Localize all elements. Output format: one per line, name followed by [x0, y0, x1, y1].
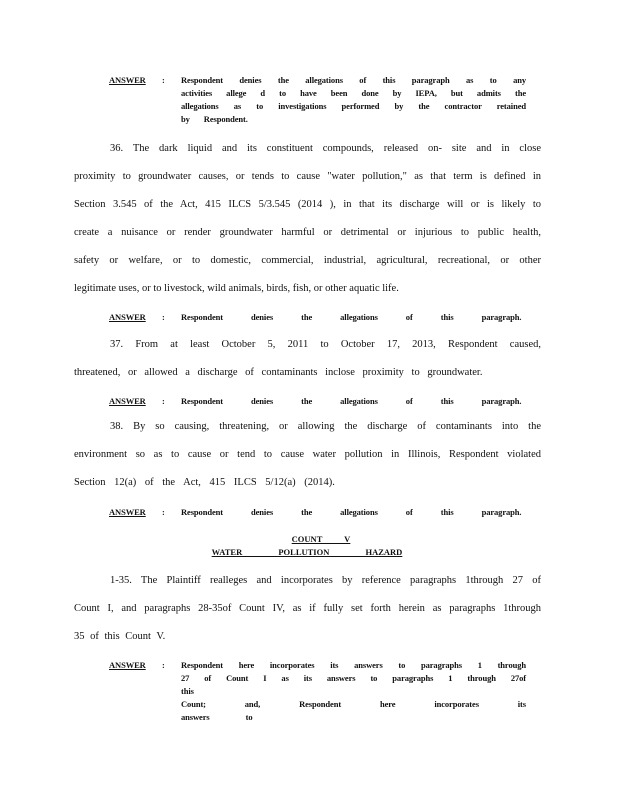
answer-colon: : [162, 75, 165, 85]
paragraph-1-35 [74, 567, 541, 651]
answer-label: ANSWER [109, 312, 146, 322]
paragraph-line: environment so as to cause or tend to cause water pollution in Illinois, Respondent violated [74, 449, 541, 460]
paragraph-37 [74, 331, 541, 387]
paragraph-line: 1-35. The Plaintiff realleges and incorporates by reference paragraphs 1through 27 of [110, 575, 541, 586]
paragraph-line: 38. By so causing, threatening, or allowing the discharge of contaminants into the [110, 421, 541, 432]
count-title: COUNT V [291, 534, 351, 544]
answer-text [181, 506, 526, 519]
answer-line: Respondent denies the allegations of this paragraph. [181, 396, 522, 406]
answer-colon: : [162, 507, 165, 517]
answer-label: ANSWER [109, 507, 146, 517]
count-subheading [0, 546, 616, 558]
answer-line: 27 of Count I as its answers to paragraphs 1 through 27of this [181, 673, 526, 696]
answer-line: Count; and, Respondent here incorporates its answers to [181, 699, 526, 722]
answer-label: ANSWER [109, 75, 146, 85]
paragraph-38 [74, 413, 541, 497]
answer-text [181, 659, 526, 724]
paragraph-line: proximity to groundwater causes, or tends to cause "water pollution," as that term is defined in [74, 171, 541, 182]
paragraph-line: legitimate uses, or to livestock, wild animals, birds, fish, or other aquatic life. [74, 283, 399, 294]
answer-line: Respondent denies the allegations of this paragraph. [181, 507, 522, 517]
answer-colon: : [162, 660, 165, 670]
paragraph-line: safety or welfare, or to domestic, commercial, industrial, agricultural, recreational, or other [74, 255, 541, 266]
answer-colon: : [162, 396, 165, 406]
paragraph-line: 37. From at least October 5, 2011 to October 17, 2013, Respondent caused, [110, 339, 541, 350]
paragraph-line: 35 of this Count V. [74, 631, 166, 642]
answer-label: ANSWER [109, 660, 146, 670]
count-heading [0, 533, 618, 545]
paragraph-line: Section 3.545 of the Act, 415 ILCS 5/3.545 (2014 ), in that its discharge will or is likely to [74, 199, 541, 210]
answer-line: Respondent denies the allegations of this paragraph. [181, 312, 522, 322]
answer-text [181, 395, 526, 408]
answer-line: by Respondent. [181, 114, 248, 124]
paragraph-line: Section 12(a) of the Act, 415 ILCS 5/12(a) (2014). [74, 477, 335, 488]
answer-text [181, 74, 526, 126]
answer-line: Respondent denies the allegations of this paragraph as to any [181, 75, 526, 85]
paragraph-line: threatened, or allowed a discharge of contaminants inclose proximity to groundwater. [74, 367, 483, 378]
paragraph-line: Count I, and paragraphs 28-35of Count IV, as if fully set forth herein as paragraphs 1through [74, 603, 541, 614]
paragraph-36 [74, 135, 541, 303]
answer-line: activities allege d to have been done by IEPA, but admits the [181, 88, 526, 98]
paragraph-line: create a nuisance or render groundwater harmful or detrimental or injurious to public health, [74, 227, 541, 238]
answer-line: allegations as to investigations performed by the contractor retained [181, 101, 526, 111]
paragraph-line: 36. The dark liquid and its constituent compounds, released on- site and in close [110, 143, 541, 154]
answer-colon: : [162, 312, 165, 322]
answer-text [181, 311, 526, 324]
count-subtitle: WATER POLLUTION HAZARD [211, 547, 403, 557]
answer-line: Respondent here incorporates its answers to paragraphs 1 through [181, 660, 526, 670]
answer-label: ANSWER [109, 396, 146, 406]
